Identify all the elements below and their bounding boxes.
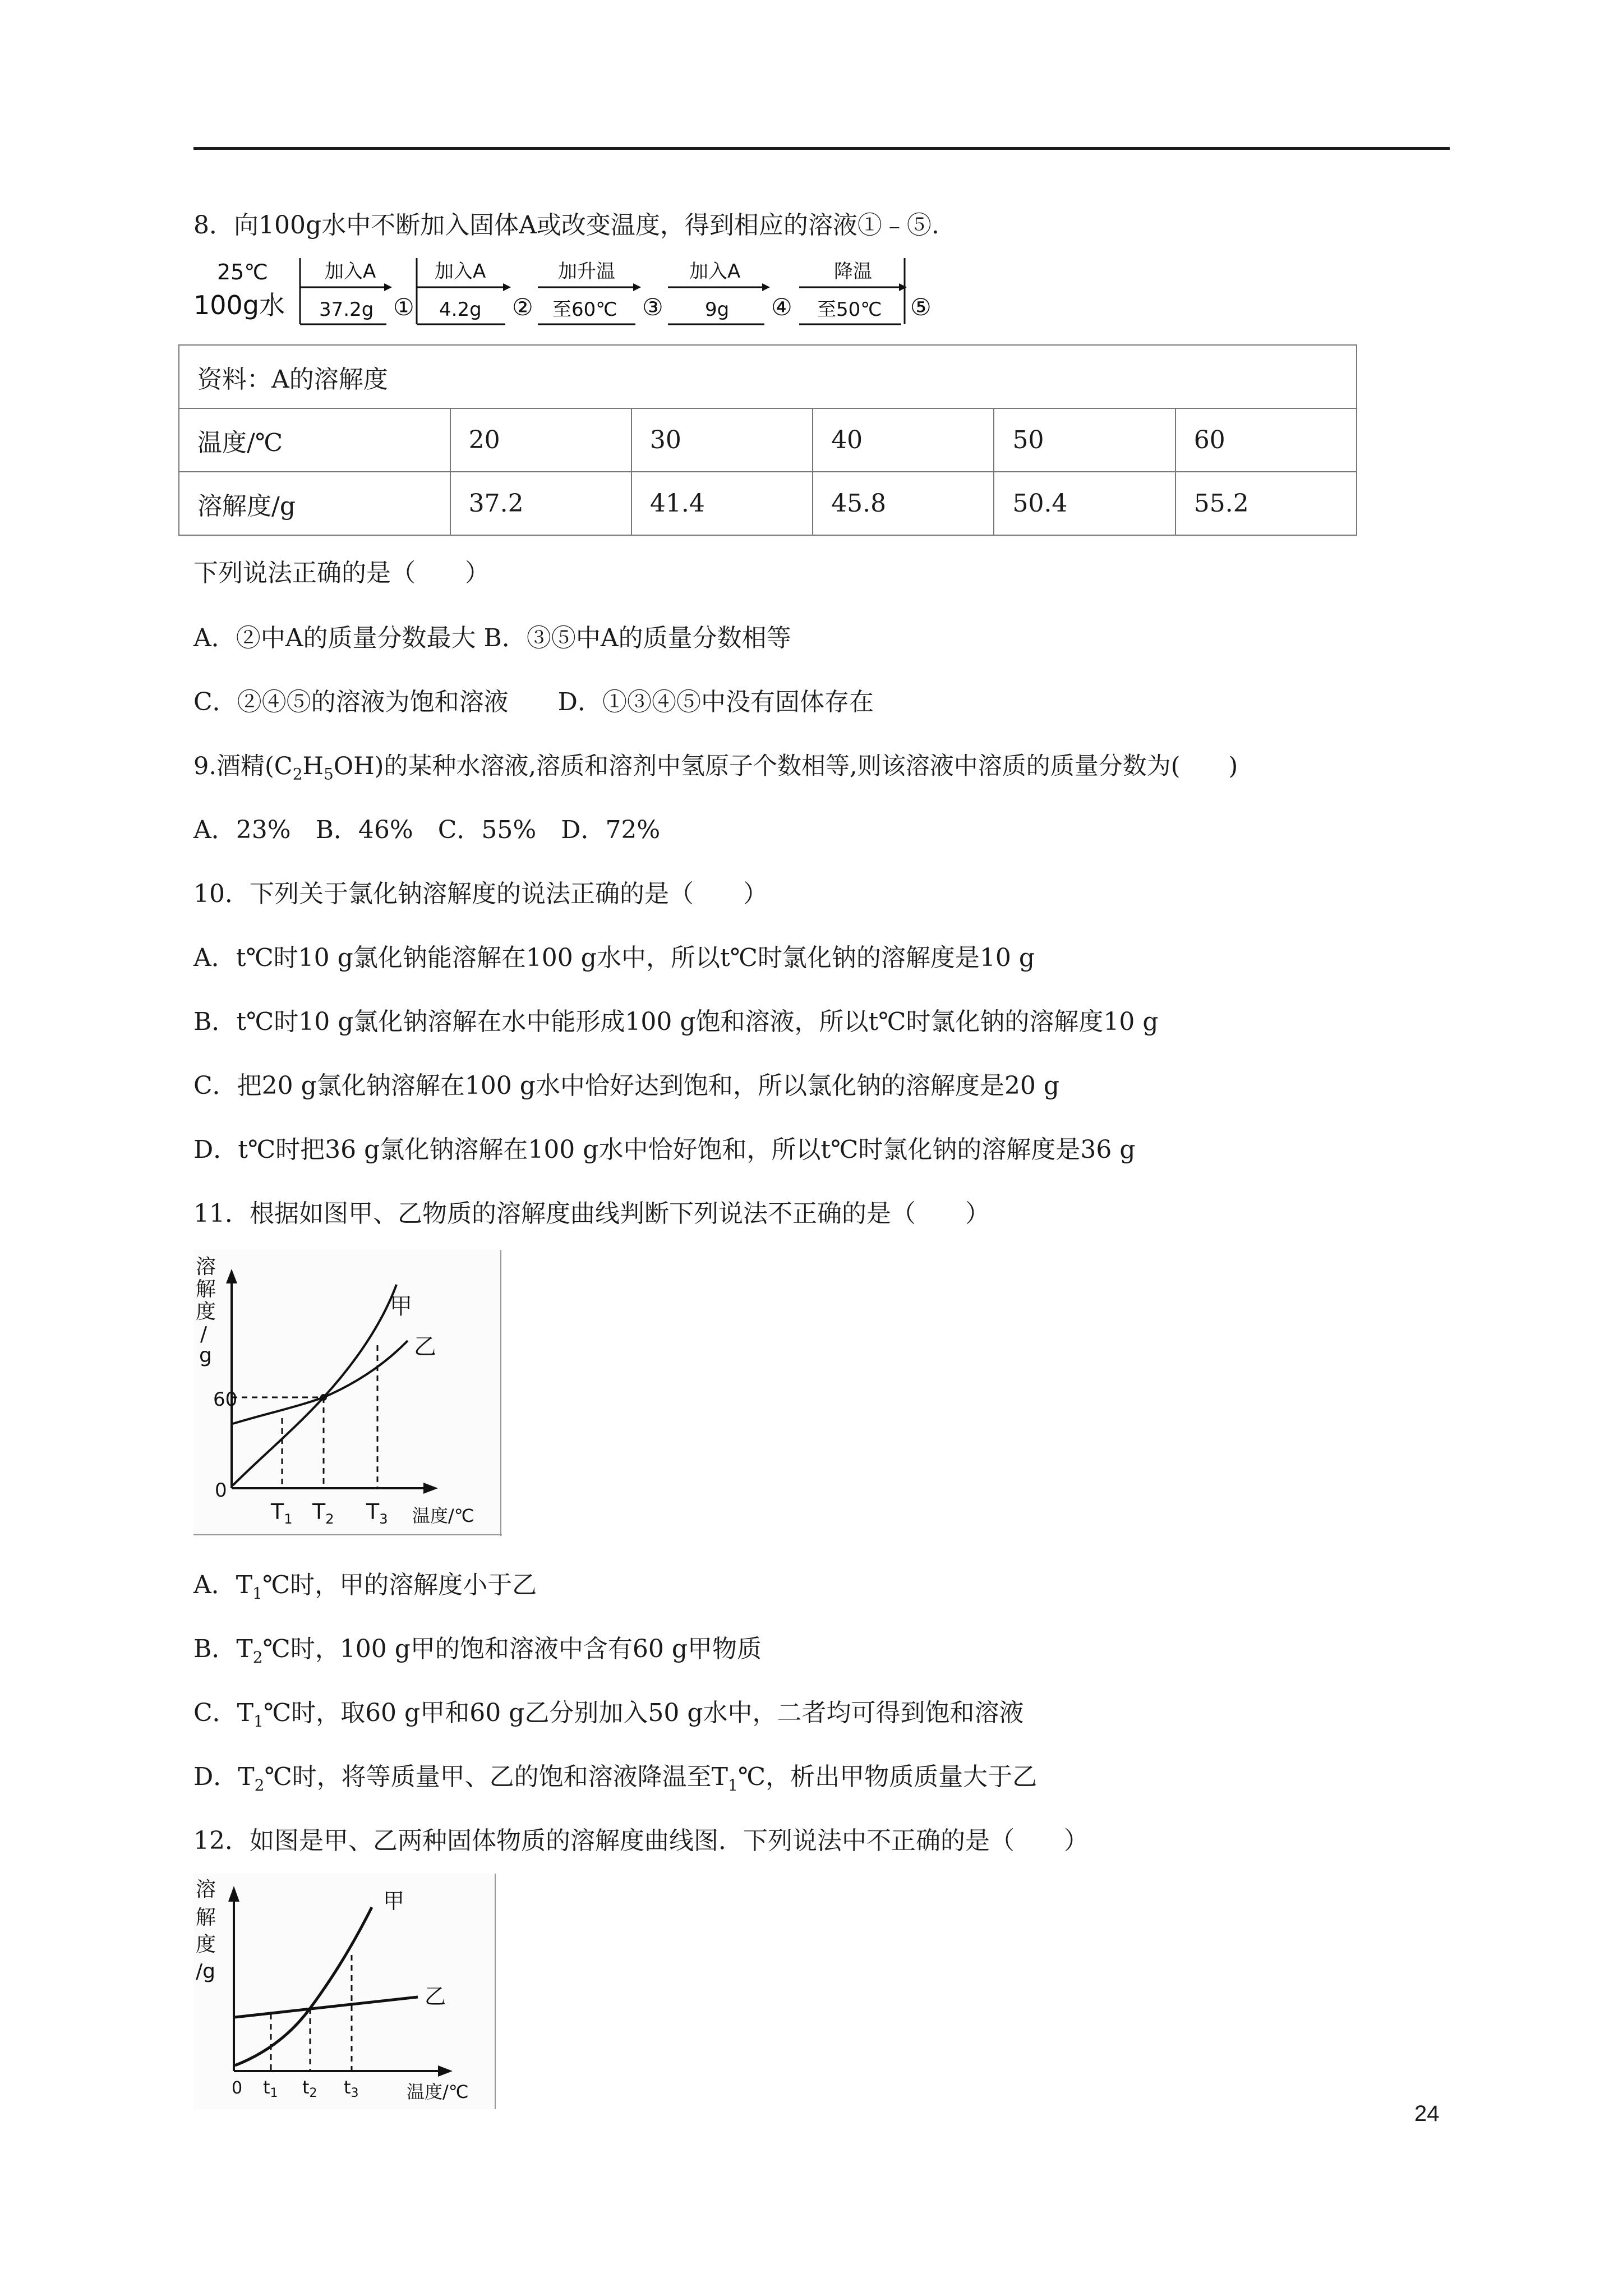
y-label-char: /g	[196, 1960, 215, 1983]
solubility-table	[178, 344, 1357, 536]
header-rule	[193, 147, 1450, 150]
flow-step-2	[417, 258, 533, 324]
origin-label: 0	[215, 1479, 227, 1502]
chart-background	[193, 1874, 496, 2109]
solubility-cell: 55.2	[1175, 472, 1357, 535]
y-label-char: 溶	[196, 1255, 216, 1278]
table-row-solubility	[179, 472, 1357, 535]
x-axis-label: 温度/℃	[407, 2081, 469, 2102]
q10-option-a: A．t℃时10 g氯化钠能溶解在100 g水中，所以t℃时氯化钠的溶解度是10 g	[193, 944, 1035, 972]
q8-options-ab: A．②中A的质量分数最大 B．③⑤中A的质量分数相等	[193, 624, 791, 652]
flow-step-5-top: 降温	[834, 260, 872, 283]
q8-question: 下列说法正确的是（ ）	[193, 559, 490, 587]
q11-stem: 11．根据如图甲、乙物质的溶解度曲线判断下列说法不正确的是（ ）	[193, 1199, 990, 1228]
flow-step-3-top: 加升温	[558, 260, 615, 283]
q11-option-d: D．$T_2℃$时，将等质量甲、乙的饱和溶液降温至$T_1℃$，析出甲物质质量大于乙	[193, 1763, 1038, 1795]
flow-step-4-result: ④	[771, 293, 792, 321]
q10-option-c: C．把20 g氯化钠溶解在100 g水中恰好达到饱和，所以氯化钠的溶解度是20 g	[193, 1071, 1060, 1100]
x-tick-t2: t2	[302, 2077, 317, 2100]
q11-option-c: C．$T_1℃$时，取60 g甲和60 g乙分别加入50 g水中，二者均可得到饱和溶液	[193, 1699, 1024, 1731]
temp-cell: 30	[631, 408, 813, 472]
x-tick-t1: t1	[263, 2077, 278, 2100]
q9-stem: 9.酒精$(C_2H_5OH)$的某种水溶液,溶质和溶剂中氢原子个数相等,则该溶液中溶质的质量分数为( )	[193, 752, 1238, 784]
q11-solubility-chart	[193, 1250, 502, 1536]
q8-options-cd: C．②④⑤的溶液为饱和溶液 D．①③④⑤中没有固体存在	[193, 688, 874, 716]
flow-step-5-result: ⑤	[910, 293, 932, 321]
q10-option-b: B．t℃时10 g氯化钠溶解在水中能形成100 g饱和溶液，所以t℃时氯化钠的溶解度10 g	[193, 1007, 1159, 1036]
flow-step-2-bottom: 4.2g	[439, 298, 482, 321]
flow-step-1	[300, 258, 414, 324]
flow-step-4-top: 加入A	[689, 260, 741, 283]
flow-step-1-bottom: 37.2g	[319, 298, 374, 321]
page-number: 24	[1414, 2101, 1440, 2126]
row-label-temperature: 温度/℃	[179, 408, 450, 472]
flow-step-3-result: ③	[642, 293, 663, 321]
x-tick-t1: $T_1$	[271, 1499, 293, 1527]
chart-background	[193, 1250, 502, 1536]
x-axis-label: 温度/℃	[412, 1505, 474, 1526]
q10-stem: 10．下列关于氯化钠溶解度的说法正确的是（ ）	[193, 880, 768, 908]
y-label-char: 度	[196, 1300, 216, 1323]
flow-step-2-top: 加入A	[435, 260, 486, 283]
y-label-char: /	[200, 1323, 208, 1346]
temp-cell: 60	[1175, 408, 1357, 472]
flow-step-4	[668, 260, 792, 324]
q11-option-a: A．$T_1℃$时，甲的溶解度小于乙	[193, 1571, 537, 1603]
solubility-cell: 37.2	[450, 472, 631, 535]
x-tick-t3: $T_3$	[366, 1499, 388, 1527]
y-label-char: 解	[196, 1906, 216, 1929]
y-label-char: 度	[196, 1933, 216, 1956]
y-label-char: 溶	[196, 1878, 216, 1901]
intersection-point	[320, 1394, 327, 1401]
temp-cell: 40	[813, 408, 994, 472]
flow-step-1-result: ①	[393, 293, 414, 321]
series-label-yi: 乙	[414, 1334, 436, 1360]
flow-step-5	[799, 258, 932, 324]
q8-flow-diagram	[193, 252, 945, 337]
series-label-jia: 甲	[390, 1294, 412, 1319]
origin-label: 0	[232, 2078, 243, 2098]
q12-solubility-chart	[193, 1874, 496, 2109]
temp-cell: 50	[994, 408, 1175, 472]
q11-option-b: B．$T_2℃$时，100 g甲的饱和溶液中含有60 g甲物质	[193, 1635, 762, 1667]
flow-step-4-bottom: 9g	[705, 298, 730, 321]
temp-cell: 20	[450, 408, 631, 472]
row-label-solubility: 溶解度/g	[179, 472, 450, 535]
flow-step-3	[538, 260, 663, 324]
series-label-yi: 乙	[425, 1984, 446, 2009]
flow-step-5-bottom: 至50℃	[817, 298, 882, 321]
q12-stem: 12．如图是甲、乙两种固体物质的溶解度曲线图．下列说法中不正确的是（ ）	[193, 1826, 1089, 1855]
q9-options: A．23% B．46% C．55% D．72%	[193, 816, 661, 844]
y-tick-60: 60	[213, 1388, 238, 1411]
solubility-cell: 50.4	[994, 472, 1175, 535]
x-tick-t3: t3	[344, 2077, 359, 2100]
solubility-cell: 41.4	[631, 472, 813, 535]
flow-start-top: 25℃	[217, 260, 269, 284]
flow-step-2-result: ②	[512, 293, 533, 321]
series-label-jia: 甲	[383, 1889, 405, 1913]
y-label-char: g	[199, 1344, 212, 1367]
table-caption-row	[179, 345, 1357, 408]
table-row-temperature	[179, 408, 1357, 472]
x-tick-t2: $T_2$	[312, 1499, 334, 1527]
flow-step-1-top: 加入A	[325, 260, 376, 283]
solubility-cell: 45.8	[813, 472, 994, 535]
q10-option-d: D．t℃时把36 g氯化钠溶解在100 g水中恰好饱和，所以t℃时氯化钠的溶解度是36 g	[193, 1135, 1136, 1164]
q8-stem: 8．向100g水中不断加入固体A或改变温度，得到相应的溶液①﹣⑤.	[193, 211, 939, 240]
flow-step-3-bottom: 至60℃	[552, 298, 617, 321]
flow-start-bottom: 100g水	[193, 290, 285, 320]
y-label-char: 解	[196, 1278, 216, 1301]
table-caption: 资料：A的溶解度	[179, 345, 1357, 408]
